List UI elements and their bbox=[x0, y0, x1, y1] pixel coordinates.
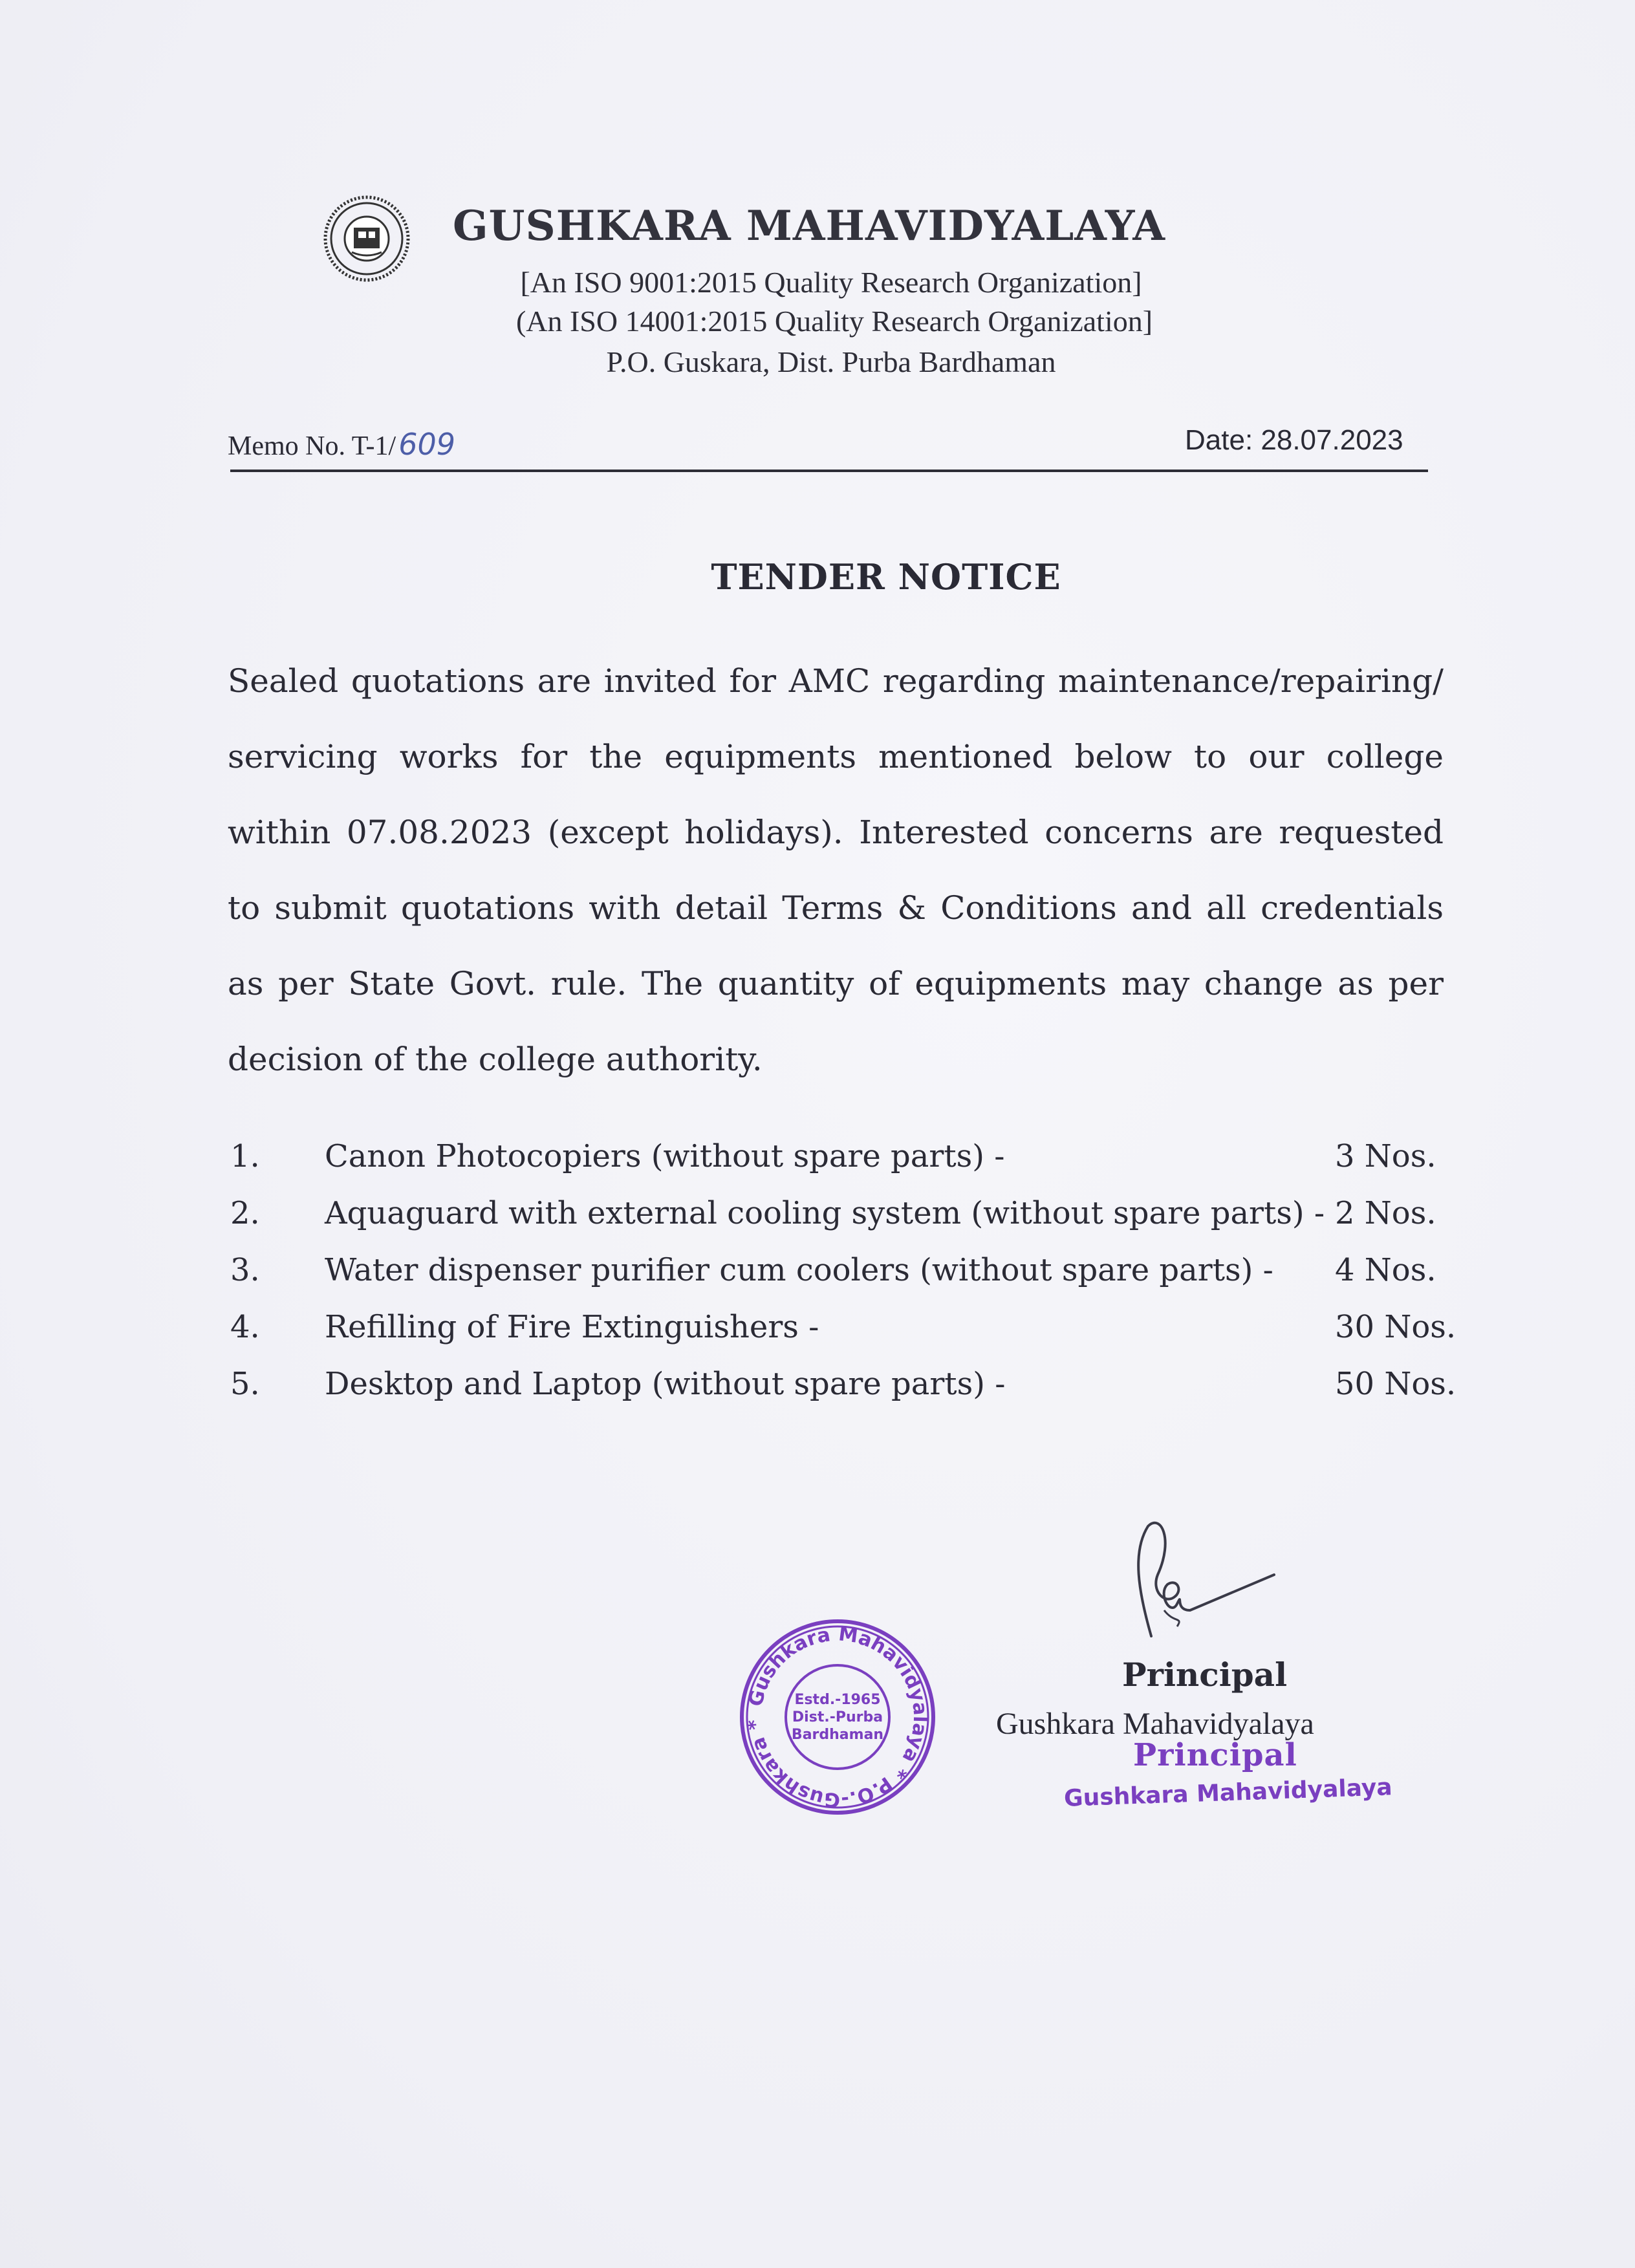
header-divider bbox=[230, 470, 1428, 472]
college-address: P.O. Guskara, Dist. Purba Bardhaman bbox=[606, 345, 1056, 378]
item-text: Desktop and Laptop (without spare parts) - bbox=[325, 1366, 1006, 1402]
college-name: GUSHKARA MAHAVIDYALAYA bbox=[453, 202, 1165, 250]
signatory-title: Principal bbox=[1122, 1656, 1288, 1694]
item-text: Refilling of Fire Extinguishers - bbox=[325, 1309, 819, 1345]
list-item bbox=[228, 1252, 1456, 1304]
memo-label: Memo No. T-1/ bbox=[228, 431, 396, 461]
principal-signature bbox=[1112, 1513, 1281, 1662]
iso-14001-line: (An ISO 14001:2015 Quality Research Organization] bbox=[515, 305, 1153, 338]
memo-number bbox=[228, 427, 455, 462]
item-number: 2. bbox=[230, 1195, 260, 1231]
item-quantity: 2 Nos. bbox=[1335, 1195, 1436, 1231]
memo-handwritten-number: 609 bbox=[398, 427, 455, 462]
item-quantity: 30 Nos. bbox=[1335, 1309, 1456, 1345]
item-text: Water dispenser purifier cum coolers (without spare parts) - bbox=[325, 1252, 1273, 1288]
signatory-college: Gushkara Mahavidyalaya bbox=[996, 1707, 1314, 1741]
item-quantity: 3 Nos. bbox=[1335, 1138, 1436, 1174]
notice-title: TENDER NOTICE bbox=[711, 556, 1061, 598]
item-number: 3. bbox=[230, 1252, 260, 1288]
seal-district: Bardhaman bbox=[791, 1727, 884, 1743]
item-number: 5. bbox=[230, 1366, 260, 1402]
item-quantity: 50 Nos. bbox=[1335, 1366, 1456, 1402]
item-text: Canon Photocopiers (without spare parts) - bbox=[325, 1138, 1005, 1174]
list-item bbox=[228, 1138, 1456, 1190]
college-seal bbox=[737, 1617, 938, 1817]
list-item bbox=[228, 1309, 1456, 1361]
notice-body: Sealed quotations are invited for AMC regarding maintenance/repairing/ servicing works for the equipments mentioned below to our college within 07.08.2023 (except holidays). Interested concerns are requested to submit quotations with detail Terms & Conditions and all credentials as per State Govt. rule. The quantity of equipments may change as per decision of the college authority. bbox=[228, 662, 1444, 1078]
memo-date: Date: 28.07.2023 bbox=[1185, 424, 1403, 456]
list-item bbox=[228, 1195, 1456, 1247]
item-text: Aquaguard with external cooling system (without spare parts) - bbox=[325, 1195, 1325, 1231]
seal-dist: Dist.-Purba bbox=[792, 1709, 883, 1725]
item-number: 4. bbox=[230, 1309, 260, 1345]
item-number: 1. bbox=[230, 1138, 260, 1174]
seal-estd: Estd.-1965 bbox=[794, 1692, 881, 1708]
list-item bbox=[228, 1366, 1456, 1418]
seal-ring-text: Gushkara Mahavidyalaya * P.O.-Gushkara * bbox=[743, 1623, 932, 1811]
college-logo-icon bbox=[318, 194, 418, 283]
stamp-college: Gushkara Mahavidyalaya bbox=[1063, 1774, 1393, 1812]
iso-9001-line: [An ISO 9001:2015 Quality Research Organization] bbox=[520, 266, 1142, 299]
stamp-principal: Principal bbox=[1133, 1737, 1297, 1773]
item-quantity: 4 Nos. bbox=[1335, 1252, 1436, 1288]
